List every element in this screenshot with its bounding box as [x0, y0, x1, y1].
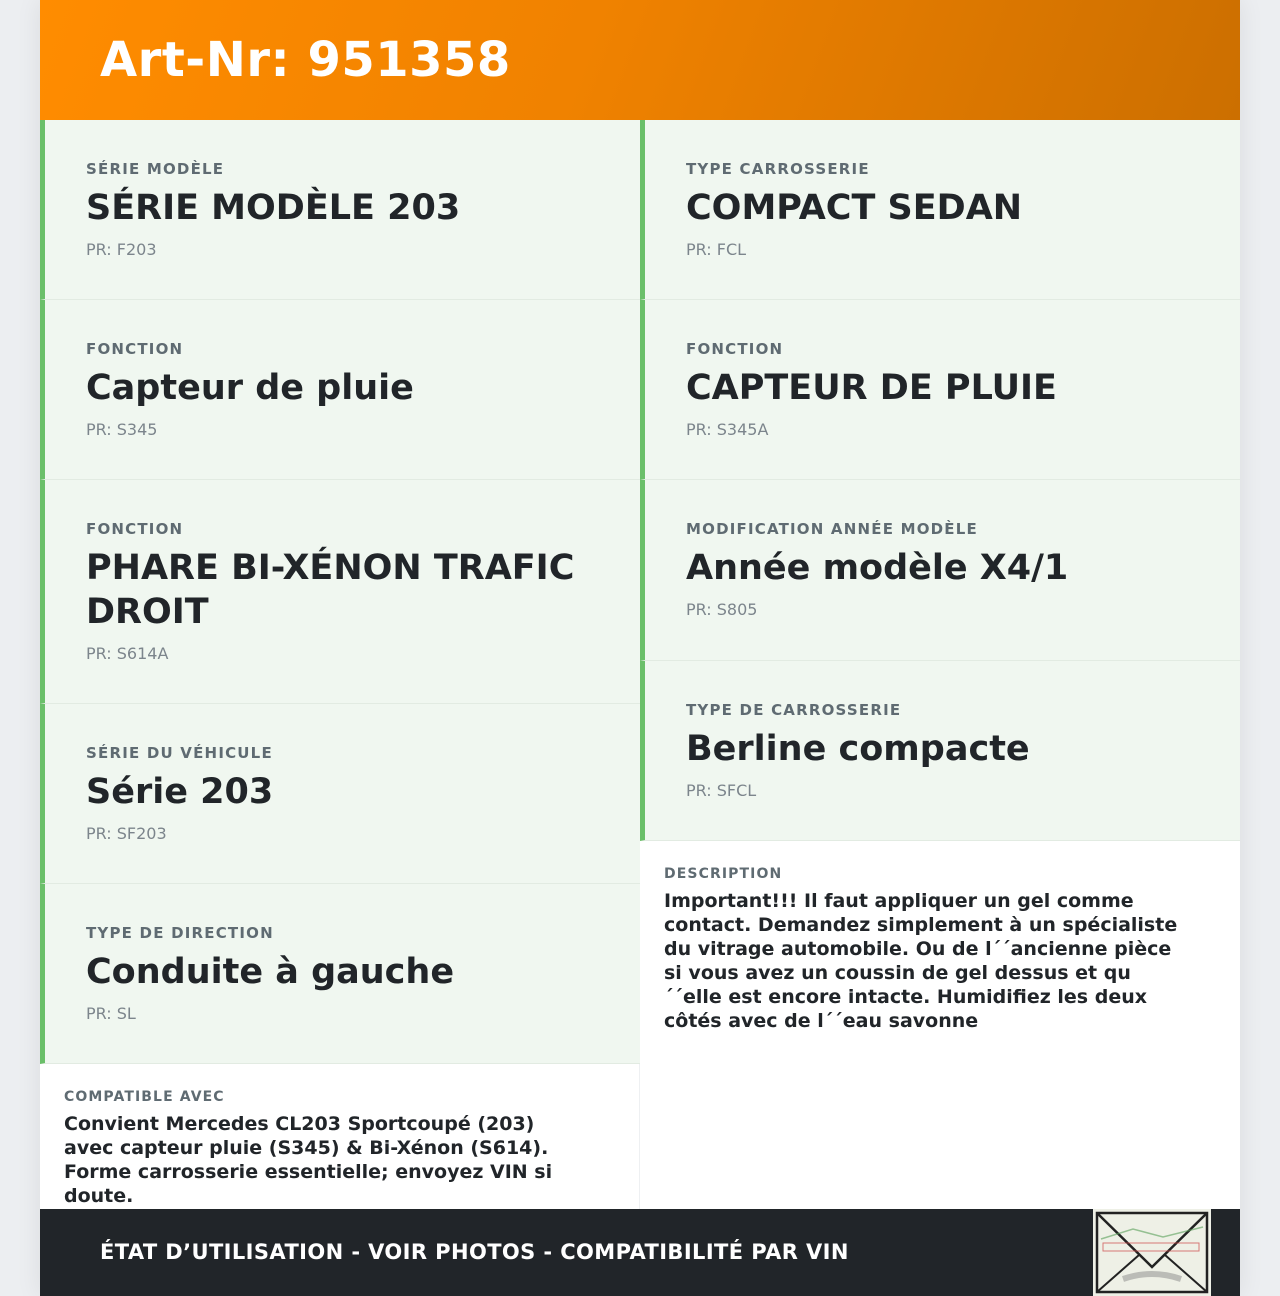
attribute-code: PR: SL: [86, 1004, 136, 1023]
compatibility-section: [40, 1064, 640, 1209]
attribute-code: PR: SFCL: [686, 781, 757, 800]
attribute-code: PR: F203: [86, 240, 157, 259]
attribute-value: Série 203: [86, 772, 274, 812]
attribute-card: [640, 120, 1240, 300]
attribute-code: PR: S345A: [686, 420, 769, 439]
attribute-value: CAPTEUR DE PLUIE: [686, 368, 1057, 408]
attribute-code: PR: SF203: [86, 824, 167, 843]
attribute-code: PR: S614A: [86, 644, 169, 663]
attribute-card: [40, 480, 640, 704]
attribute-value: Capteur de pluie: [86, 368, 414, 408]
attribute-card: [40, 704, 640, 884]
article-number-title: Art-Nr: 951358: [100, 32, 511, 88]
right-column: [640, 120, 1240, 841]
description-section: [640, 841, 1240, 1209]
attribute-code: PR: S805: [686, 600, 758, 619]
compatibility-label: COMPATIBLE AVEC: [64, 1089, 225, 1105]
attribute-label: TYPE DE CARROSSERIE: [686, 701, 902, 719]
product-sheet: [40, 0, 1240, 1296]
attribute-card: [40, 884, 640, 1064]
attribute-label: FONCTION: [86, 340, 184, 358]
attribute-value: Conduite à gauche: [86, 952, 455, 992]
attribute-value: SÉRIE MODÈLE 203: [86, 188, 461, 228]
footer-bar: [40, 1209, 1240, 1296]
attribute-card: [40, 120, 640, 300]
attribute-value: Année modèle X4/1: [686, 548, 1069, 588]
attribute-label: TYPE CARROSSERIE: [686, 160, 870, 178]
attribute-label: SÉRIE DU VÉHICULE: [86, 744, 273, 762]
attribute-label: FONCTION: [86, 520, 184, 538]
attribute-card: [640, 480, 1240, 661]
attribute-label: FONCTION: [686, 340, 784, 358]
left-column: [40, 120, 640, 1064]
envelope-icon: [1093, 1209, 1211, 1296]
description-label: DESCRIPTION: [664, 866, 783, 882]
attribute-value: COMPACT SEDAN: [686, 188, 1023, 228]
attribute-value: PHARE BI-XÉNON TRAFIC DROIT: [86, 548, 575, 632]
header-banner: [40, 0, 1240, 120]
attribute-value: Berline compacte: [686, 729, 1030, 769]
attribute-card: [640, 300, 1240, 480]
attribute-card: [640, 661, 1240, 841]
attribute-code: PR: S345: [86, 420, 158, 439]
compatibility-text: Convient Mercedes CL203 Sportcoupé (203) avec capteur pluie (S345) & Bi-Xénon (S614). Forme carrosserie essentielle; envoyez VIN si doute.: [64, 1113, 553, 1207]
product-photo-thumbnail[interactable]: [1093, 1209, 1211, 1296]
attribute-card: [40, 300, 640, 480]
attribute-code: PR: FCL: [686, 240, 747, 259]
footer-text: ÉTAT D’UTILISATION - VOIR PHOTOS - COMPATIBILITÉ PAR VIN: [100, 1240, 849, 1264]
attribute-label: TYPE DE DIRECTION: [86, 924, 274, 942]
attribute-label: MODIFICATION ANNÉE MODÈLE: [686, 520, 978, 538]
description-text: Important!!! Il faut appliquer un gel comme contact. Demandez simplement à un spécialiste du vitrage automobile. Ou de l´´ancienne pièce si vous avez un coussin de gel dessus et qu´´elle est encore intacte. Humidifiez les deux côtés avec de l´´eau savonne: [664, 890, 1178, 1032]
attribute-label: SÉRIE MODÈLE: [86, 160, 225, 178]
